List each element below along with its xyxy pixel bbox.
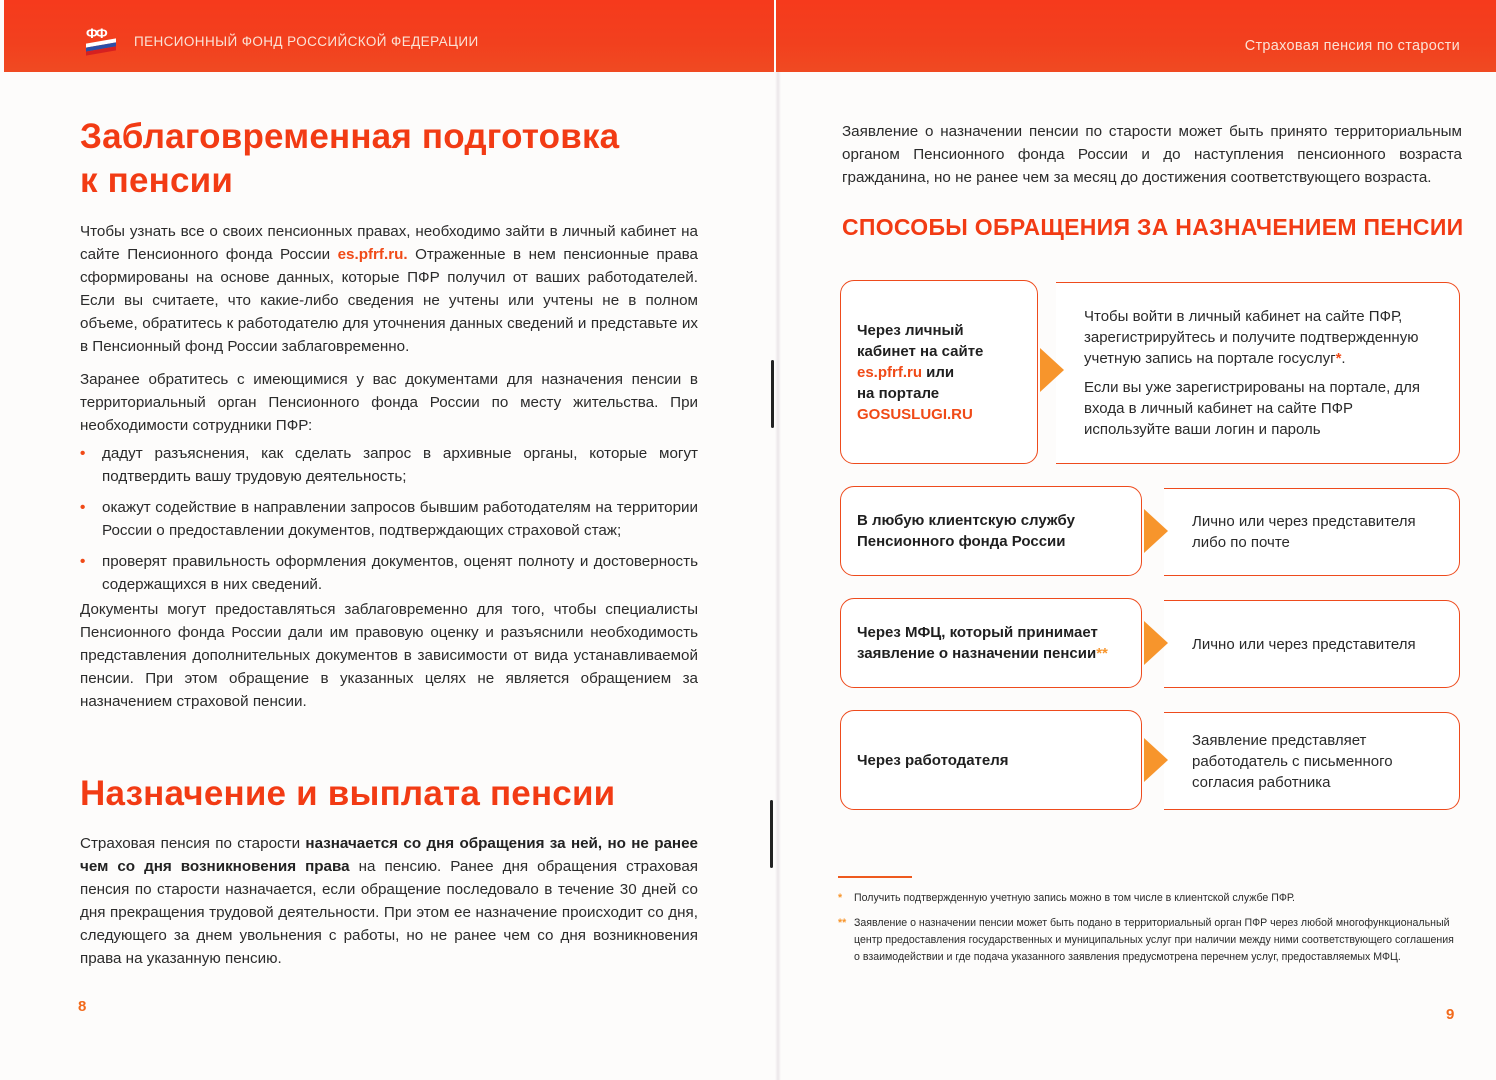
paragraph-personal-cabinet xyxy=(80,220,698,358)
staple-top xyxy=(771,360,774,428)
method-3-card xyxy=(840,598,1142,688)
text: Чтобы войти в личный кабинет на сайте ПФР, зарегистрируйтесь и получите подтвержденную учетную запись на портале госуслуг xyxy=(1084,308,1419,367)
text: на портале xyxy=(857,384,940,402)
text: . xyxy=(1341,350,1346,367)
text: кабинет на сайте xyxy=(857,342,984,360)
text: Страховая пенсия по старости xyxy=(80,835,306,852)
heading-methods: СПОСОБЫ ОБРАЩЕНИЯ ЗА НАЗНАЧЕНИЕМ ПЕНСИИ xyxy=(842,214,1464,240)
method-3-title xyxy=(857,622,1137,664)
heading-advance-preparation xyxy=(80,115,700,203)
arrow-right-icon xyxy=(1144,738,1168,782)
page-number-right: 9 xyxy=(1446,1006,1455,1023)
footnote-2 xyxy=(838,915,1458,966)
spine xyxy=(775,72,781,1080)
method-1-card xyxy=(840,280,1038,464)
list-item xyxy=(80,550,698,596)
paragraph-text: Документы могут предоставляться заблаговременно для того, чтобы специалисты Пенсионного фонда России дали им правовую оценку и разъяснили необходимость представления дополнительных документов в зависимости от вида устанавливаемой пенсии. При этом обращение в указанных целях не является обращением за назначением страховой пенсии. xyxy=(80,601,698,710)
list-item-text: проверят правильность оформления документов, оценят полноту и достоверность содержащихся в них сведений. xyxy=(102,553,698,593)
heading-line-2: к пенсии xyxy=(80,161,234,200)
method-1-detail-p1 xyxy=(1084,306,1443,369)
method-1-title xyxy=(857,320,983,425)
bullet-icon: • xyxy=(80,499,86,516)
header-band-left xyxy=(4,0,774,72)
footnote-marker: * xyxy=(838,892,843,904)
heading-assignment-payment: Назначение и выплата пенсии xyxy=(80,774,616,813)
list-item xyxy=(80,442,698,488)
method-2-title: В любую клиентскую службу Пенсионного фонда России xyxy=(857,512,1075,550)
arrow-right-icon xyxy=(1144,509,1168,553)
list-item-text: окажут содействие в направлении запросов бывшим работодателям на территории России о предоставлении документов, подтверждающих страховой стаж; xyxy=(102,499,698,539)
text: Отраженные в нем пенсионные права сформированы на основе данных, которые ПФР получил от ваших работодателей. Если вы считаете, что какие-либо сведения не учтены или учтены не в полном объеме, обратитесь к работодателю для уточнения данных сведений и представьте их в Пенсионный фонд России заблаговременно. xyxy=(80,246,699,355)
bullet-icon: • xyxy=(80,445,86,462)
footnote-1 xyxy=(838,890,1458,907)
arrow-right-icon xyxy=(1144,621,1168,665)
footnote-marker: ** xyxy=(838,917,847,929)
page-number-left: 8 xyxy=(78,998,87,1015)
method-2-detail: Лично или через представителя либо по почте xyxy=(1192,513,1416,551)
method-2-details xyxy=(1164,488,1460,576)
text: Через личный xyxy=(857,321,964,339)
footnote-mark: * xyxy=(1335,350,1342,367)
list-item-text: дадут разъяснения, как сделать запрос в архивные органы, которые могут подтвердить вашу трудовую деятельность; xyxy=(102,445,698,485)
paragraph-intro xyxy=(842,120,1462,189)
method-4-title: Через работодателя xyxy=(857,751,1009,769)
method-3-detail: Лично или через представителя xyxy=(1192,635,1416,653)
text: на пенсию. Ранее дня обращения страховая пенсия по старости назначается, если обращение последовало в течение 30 дней со дня прекращения трудовой деятельности. При этом ее назначение происходит со дня, следующего за днем увольнения с работы, но не ранее чем со дня возникновения права на указанную пенсию. xyxy=(80,858,698,967)
method-4-detail: Заявление представляет работодатель с письменного согласия работника xyxy=(1192,731,1393,791)
bold-text: назначается со дня обращения за ней, но не ранее чем со дня возникновения права xyxy=(80,835,698,875)
link-gosuslugi[interactable]: GOSUSLUGI.RU xyxy=(857,405,973,423)
header-band-right xyxy=(776,0,1496,72)
method-2-card xyxy=(840,486,1142,576)
paragraph-apply-early xyxy=(80,368,698,437)
text: Чтобы узнать все о своих пенсионных правах, необходимо зайти в личный кабинет на сайте Пенсионного фонда России xyxy=(80,223,698,263)
organization-name: ПЕНСИОННЫЙ ФОНД РОССИЙСКОЙ ФЕДЕРАЦИИ xyxy=(134,33,479,49)
bullet-list xyxy=(80,442,698,604)
link-es-pfrf[interactable]: es.pfrf.ru xyxy=(857,363,923,381)
method-1-detail-p2: Если вы уже зарегистрированы на портале, для входа в личный кабинет на сайте ПФР используйте ваши логин и пароль xyxy=(1084,379,1421,438)
pfr-logo-icon xyxy=(84,25,120,57)
paragraph-text: Заявление о назначении пенсии по старости может быть принято территориальным органом Пенсионного фонда России и до наступления пенсионного возраста гражданина, но не ранее чем за месяц до достижения соответствующего возраста. xyxy=(842,123,1462,186)
list-item xyxy=(80,496,698,542)
paragraph-documents xyxy=(80,598,698,713)
bullet-icon: • xyxy=(80,553,86,570)
text: Через МФЦ, который принимает заявление о назначении пенсии xyxy=(857,624,1098,662)
brand xyxy=(84,25,479,57)
staple-bottom xyxy=(770,800,773,868)
footnote-divider xyxy=(838,876,912,878)
section-title: Страховая пенсия по старости xyxy=(1244,38,1460,54)
paragraph-assignment xyxy=(80,832,698,970)
paragraph-text: Заранее обратитесь с имеющимися у вас документами для назначения пенсии в территориальный орган Пенсионного фонда России по месту жительства. При необходимости сотрудники ПФР: xyxy=(80,371,698,434)
footnote-mark: ** xyxy=(1096,645,1108,662)
arrow-right-icon xyxy=(1040,348,1064,392)
heading-line-1: Заблаговременная подготовка xyxy=(80,117,620,156)
footnote-text: Заявление о назначении пенсии может быть подано в территориальный орган ПФР через любой многофункциональный центр предоставления государственных и муниципальных услуг при наличии между ними соответствующего соглашения о взаимодействии и где подача указанного заявления предусмотрена перечнем услуг, предоставляемых МФЦ. xyxy=(854,917,1454,963)
text: или xyxy=(922,363,955,381)
footnote-text: Получить подтвержденную учетную запись можно в том числе в клиентской службе ПФР. xyxy=(854,892,1295,904)
link-es-pfrf[interactable]: es.pfrf.ru. xyxy=(337,246,408,263)
method-4-card xyxy=(840,710,1142,810)
crest-icon: ФФ xyxy=(86,25,106,41)
method-4-details xyxy=(1164,712,1460,810)
method-1-details xyxy=(1056,282,1460,464)
method-3-details xyxy=(1164,600,1460,688)
